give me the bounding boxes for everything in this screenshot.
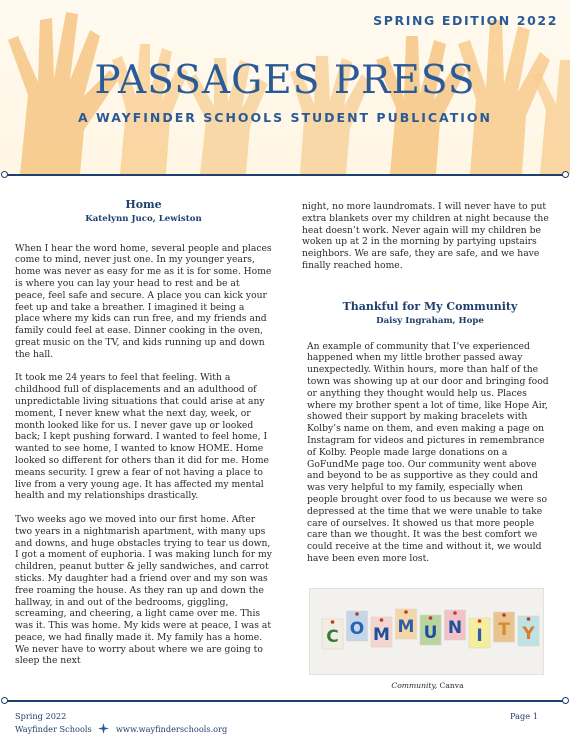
pushpin-icon — [355, 612, 359, 616]
letter-card — [445, 610, 466, 640]
pushpin-icon — [527, 617, 531, 621]
letter-card — [347, 611, 368, 641]
letter-card — [322, 619, 343, 649]
pushpin-icon — [453, 611, 457, 615]
footer-url[interactable]: www.wayfinderschools.org — [115, 724, 228, 734]
caption-source: Canva — [437, 681, 464, 690]
letter-card — [396, 609, 417, 639]
article-paragraph: An example of community that I’ve experienced happened when my little brother passed away unexpectedly. Within hours, more than half of the town was showing up at our door and bringing food or anything they thought would help us. Places where my brother spent a lot of time, like Hope Air, showed their support by making bracelets with Kolby’s name on them, and even making a page on Instagram for videos and pictures in remembrance of Kolby. People made large donations on a GoFundMe page too. Our community went above and beyond to be as supportive as they could and was very helpful to my family, especially when people brought over food to us because we were so depressed at the time that we were unable to take care of ourselves. It showed us that more people care than we thought. It was the best comfort we could receive at the time and without it, we would have been even more lost. — [307, 340, 549, 564]
footer-school: Wayfinder Schools — [15, 724, 92, 734]
photo-caption — [310, 681, 545, 690]
article-home-continuation — [302, 201, 552, 284]
community-photo — [309, 588, 544, 675]
article-paragraph: When I hear the word home, several people and places come to mind, never just one. In my younger years, home was never as easy for me as it is for some. Home is where you can lay your head to rest and be at peace, feel safe and secure. A place you can kick your feet up and take a breather. I imagined it being a place where my kids can run free, and my friends and family could feel at ease. Dinner cooking in the oven, great music on the TV, and kids running up and down the hall. — [15, 242, 272, 360]
letter-glyph: M — [397, 617, 415, 637]
compass-star-icon — [98, 723, 109, 734]
footer-season: Spring 2022 — [15, 711, 67, 721]
letter-card — [469, 618, 490, 648]
letter-glyph: Y — [522, 624, 535, 644]
publication-subtitle: A WAYFINDER SCHOOLS STUDENT PUBLICATION — [77, 110, 493, 125]
letter-glyph: U — [423, 623, 438, 643]
article-community — [307, 301, 553, 577]
letter-card — [494, 612, 515, 642]
article-title: Home — [125, 198, 162, 211]
pushpin-icon — [429, 616, 433, 620]
article-paragraph: night, no more laundromats. I will never have to put extra blankets over my children at night because the heat doesn’t work. Never again will my children be woken up at 2 in the morning by partying upstairs neighbors. We are safe, they are safe, and we have finally reached home. — [302, 201, 549, 271]
letter-glyph: M — [373, 625, 390, 645]
edition-label: SPRING EDITION 2022 — [373, 13, 558, 28]
pushpin-icon — [502, 613, 506, 617]
footer-school-line — [15, 723, 227, 734]
article-home — [15, 199, 272, 679]
article-paragraph: Two weeks ago we moved into our first home. After two years in a nightmarish apartment, with many ups and downs, and huge obstacles trying to tear us down, I got a moment of euphoria. I was making lunch for my children, peanut butter & jelly sandwiches, and carrot sticks. My daughter had a friend over and my son was free roaming the house. As they ran up and down the hallway, in and out of the bedrooms, giggling, screaming, and cheering, a light came over me. This was it. This was home. My kids were at peace, I was at peace, we had finally made it. My family has a home. We never have to worry about where we are going to sleep the next — [15, 513, 272, 667]
masthead-banner — [0, 0, 570, 174]
letter-glyph: O — [349, 619, 365, 639]
publication-title: PASSAGES PRESS — [94, 58, 476, 103]
rule-end-dot — [1, 171, 8, 178]
pushpin-icon — [478, 619, 482, 623]
article-paragraph: It took me 24 years to feel that feeling. With a childhood full of displacements and an adulthood of unpredictable living situations that could arise at any moment, I never knew what the next day, week, or month looked like for us. I never gave up or looked back; I kept pushing forward. I wanted to feel home, I wanted to see home, I wanted to know HOME. Home looked so different for others than it did for me. Home means security. I grew a fear of not having a place to live from a very young age. It has affected my mental health and my relationships drastically. — [15, 372, 269, 502]
rule-end-dot — [562, 171, 569, 178]
letter-glyph: N — [447, 618, 463, 638]
header-rule — [5, 174, 565, 176]
letter-glyph: I — [476, 626, 483, 646]
letter-glyph: T — [498, 620, 510, 640]
article-title: Thankful for My Community — [342, 300, 518, 313]
pushpin-icon — [331, 620, 335, 624]
rule-end-dot — [1, 697, 8, 704]
rule-end-dot — [562, 697, 569, 704]
letter-card — [518, 616, 539, 646]
pushpin-icon — [404, 610, 408, 614]
article-byline: Daisy Ingraham, Hope — [376, 315, 484, 326]
footer-rule — [5, 700, 565, 702]
community-letters-image — [310, 589, 545, 676]
pushpin-icon — [380, 618, 384, 622]
footer-page-number: Page 1 — [510, 711, 538, 721]
article-byline: Katelynn Juco, Lewiston — [85, 213, 202, 224]
letter-card — [371, 617, 392, 647]
letter-glyph: C — [326, 627, 339, 647]
caption-title: Community, — [391, 681, 438, 690]
letter-card — [420, 615, 441, 645]
